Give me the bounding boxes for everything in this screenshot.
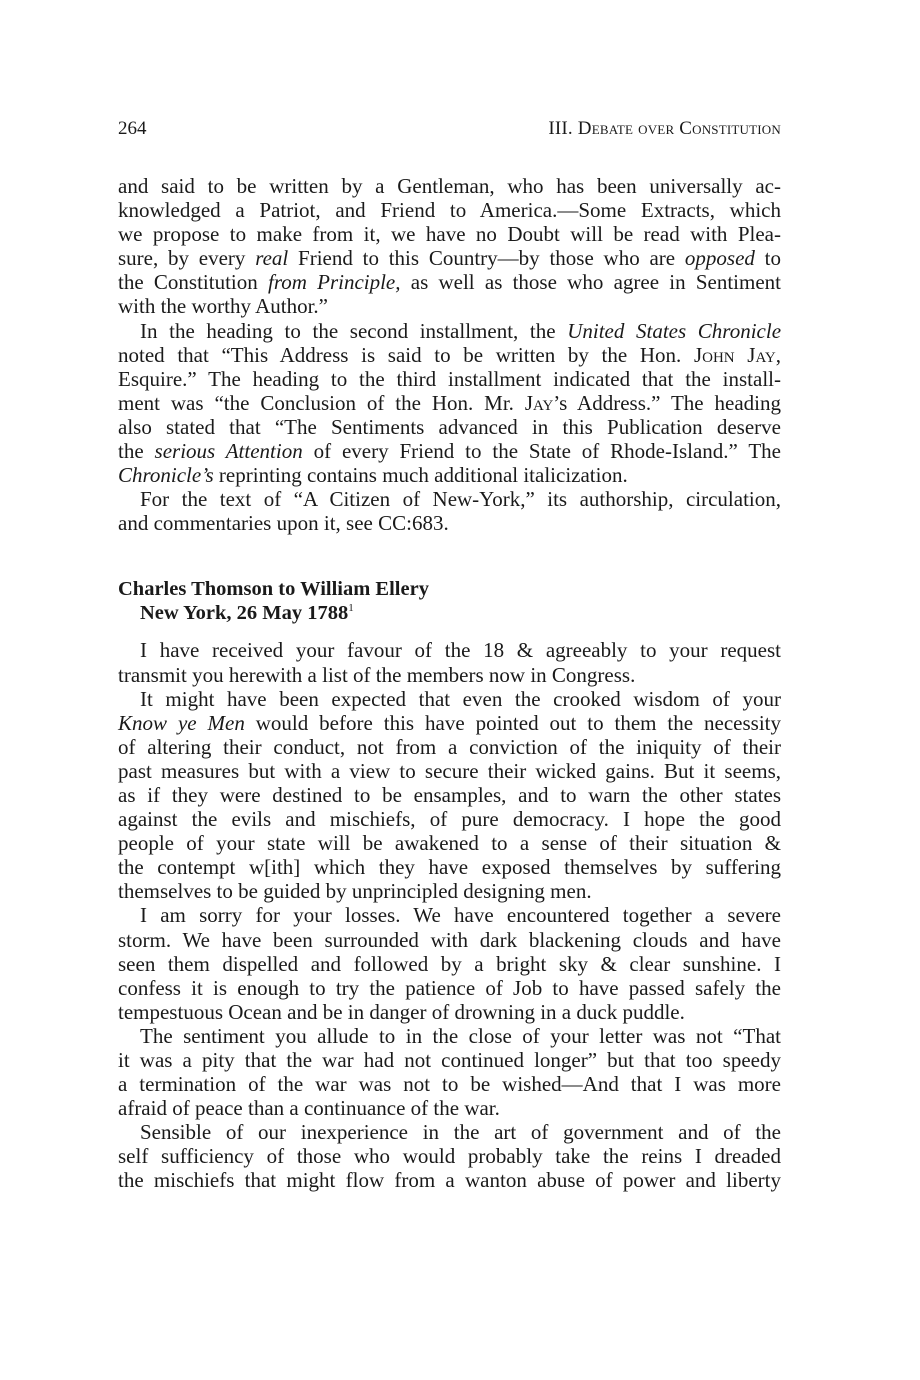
text-line: and commentaries upon it, see CC:683.: [118, 511, 449, 536]
text-line: I am sorry for your losses. We have encountered together a severe: [140, 903, 781, 928]
text-line: In the heading to the second installment, the United States Chronicle: [140, 318, 782, 343]
text-line: Sensible of our inexperience in the art of government and of the: [140, 1120, 781, 1145]
running-head: [118, 118, 781, 152]
text-line: past measures but with a view to secure their wicked gains. But it seems,: [118, 758, 781, 783]
text-line: the contempt w[ith] which they have exposed themselves by suffering: [118, 855, 781, 880]
section-title: III. Debate over Constitution: [548, 118, 781, 139]
letter-body: [118, 638, 781, 1192]
footnote-mark: 1: [348, 602, 354, 615]
second-installment-paragraph: [118, 319, 781, 488]
text-line: The sentiment you allude to in the close of your letter was not “That: [140, 1023, 781, 1048]
text-line: also stated that “The Sentiments advanced in this Publication deserve: [118, 414, 781, 439]
letter-paragraph: [118, 687, 781, 904]
text-line: Know ye Men would before this have pointed out to them the necessity: [118, 710, 781, 735]
text-line: as if they were destined to be ensamples, and to warn the other states: [118, 782, 781, 807]
letter-paragraph: [118, 1024, 781, 1120]
text-line: of altering their conduct, not from a conviction of the iniquity of their: [118, 734, 781, 759]
letter-paragraph: [118, 903, 781, 1023]
text-line: and said to be written by a Gentleman, who has been universally ac-: [118, 174, 781, 198]
text-line: Esquire.” The heading to the third installment indicated that the install-: [118, 366, 781, 391]
text-line: the serious Attention of every Friend to the State of Rhode-Island.” The: [118, 439, 782, 464]
letter-heading-place-date: [118, 601, 781, 625]
letter-heading-names: Charles Thomson to William Ellery: [118, 578, 429, 601]
text-line: the mischiefs that might flow from a wanton abuse of power and liberty: [118, 1168, 781, 1193]
text-line: It might have been expected that even the crooked wisdom of your: [140, 686, 781, 711]
letter-paragraph: [118, 1120, 781, 1192]
text-line: noted that “This Address is said to be written by the Hon. John Jay,: [118, 342, 781, 367]
letter-paragraph: [118, 638, 781, 686]
text-line: self sufficiency of those who would probably take the reins I dreaded: [118, 1144, 781, 1169]
intro-paragraph: [118, 174, 781, 319]
text-line: knowledged a Patriot, and Friend to America.—Some Extracts, which: [118, 198, 781, 223]
letter-heading-dateline: New York, 26 May 1788: [140, 602, 349, 625]
text-line: Chronicle’s reprinting contains much additional italicization.: [118, 463, 628, 488]
text-line: ment was “the Conclusion of the Hon. Mr. Jay’s Address.” The heading: [118, 390, 781, 415]
text-line: tempestuous Ocean and be in danger of drowning in a duck puddle.: [118, 999, 685, 1024]
text-line: I have received your favour of the 18 & agreeably to your request: [140, 638, 781, 663]
text-line: we propose to make from it, we have no Doubt will be read with Plea-: [118, 222, 781, 247]
text-line: against the evils and mischiefs, of pure democracy. I hope the good: [118, 807, 781, 832]
citation-paragraph: [118, 487, 781, 535]
text-line: sure, by every real Friend to this Country—by those who are opposed to: [118, 246, 781, 271]
text-line: For the text of “A Citizen of New-York,” its authorship, circulation,: [140, 487, 781, 512]
letter-heading: [118, 577, 781, 625]
text-line: it was a pity that the war had not continued longer” but that too speedy: [118, 1048, 781, 1072]
text-line: transmit you herewith a list of the members now in Congress.: [118, 662, 636, 687]
text-line: storm. We have been surrounded with dark blackening clouds and have: [118, 927, 781, 952]
text-line: the Constitution from Principle, as well as those who agree in Sentiment: [118, 270, 781, 295]
text-line: with the worthy Author.”: [118, 294, 328, 319]
text-line: seen them dispelled and followed by a bright sky & clear sunshine. I: [118, 951, 781, 976]
text-line: afraid of peace than a continuance of the war.: [118, 1096, 500, 1121]
page-number: 264: [118, 118, 147, 139]
text-line: confess it is enough to try the patience of Job to have passed safely the: [118, 975, 781, 1000]
text-line: themselves to be guided by unprincipled designing men.: [118, 879, 592, 904]
text-line: a termination of the war was not to be wished—And that I was more: [118, 1072, 781, 1097]
book-page: [118, 118, 781, 1193]
text-line: people of your state will be awakened to a sense of their situation &: [118, 831, 781, 856]
